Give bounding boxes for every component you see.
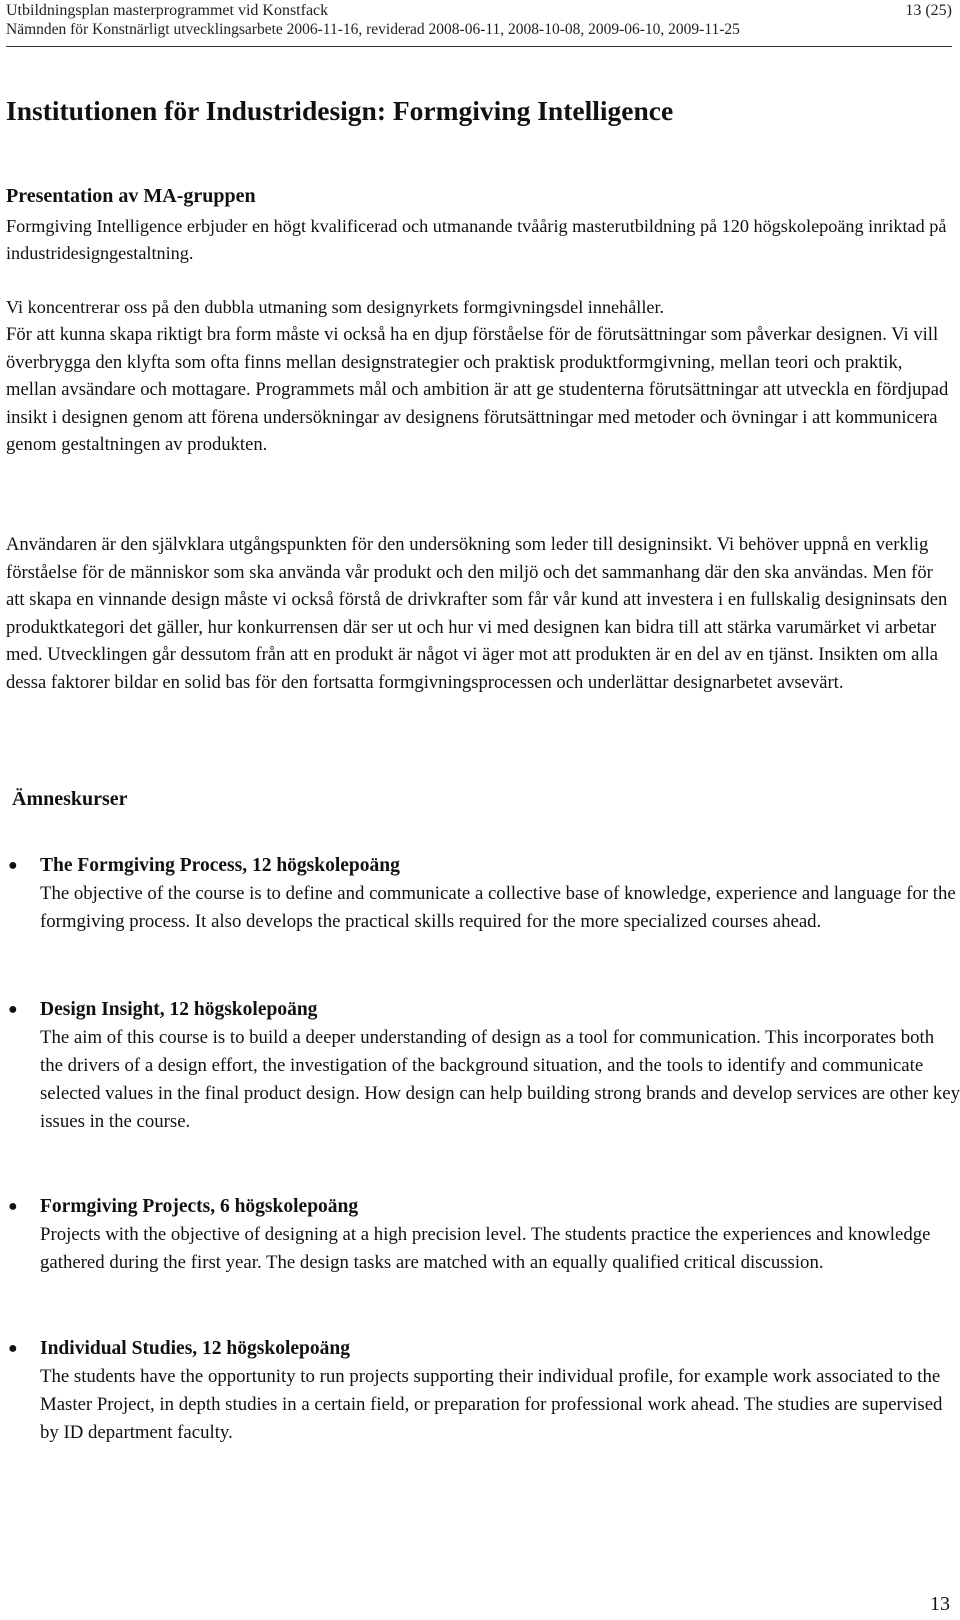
main-title: Institutionen för Industridesign: Formgiving Intelligence <box>6 95 674 126</box>
amneskurser-heading: Ämneskurser <box>12 788 128 810</box>
course-item <box>8 1335 960 1447</box>
course-title: Individual Studies, 12 högskolepoäng <box>40 1338 350 1359</box>
course-description: The objective of the course is to define and communicate a collective base of knowledge, experience and language for the formgiving process. It also develops the practical skills required for the more specialized courses ahead. <box>40 883 956 932</box>
header-top-row <box>6 1 952 20</box>
course-title: Design Insight, 12 högskolepoäng <box>40 999 318 1020</box>
bullet-icon: ● <box>8 1001 18 1018</box>
presentation-paragraph-2: Vi koncentrerar oss på den dubbla utmaning som designyrkets formgivningsdel innehåller. <box>6 297 665 317</box>
bullet-icon: ● <box>8 857 18 874</box>
course-description: The students have the opportunity to run projects supporting their individual profile, for example work associated to the Master Project, in depth studies in a certain field, or preparation for professional work ahead. The studies are supervised by ID department faculty. <box>40 1366 943 1443</box>
page-number: 13 <box>930 1593 950 1615</box>
course-title: The Formgiving Process, 12 högskolepoäng <box>40 855 400 876</box>
course-title: Formgiving Projects, 6 högskolepoäng <box>40 1196 359 1217</box>
header-divider <box>6 46 952 47</box>
bullet-icon: ● <box>8 1340 18 1357</box>
header-page-ref: 13 (25) <box>905 2 952 19</box>
bullet-icon: ● <box>8 1198 18 1215</box>
presentation-paragraph-1: Formgiving Intelligence erbjuder en högt kvalificerad och utmanande tvåårig masterutbildning på 120 högskolepoäng inriktad på industridesigngestaltning. <box>6 216 947 263</box>
presentation-paragraph-3 <box>6 321 956 459</box>
header-doc-title: Utbildningsplan masterprogrammet vid Konstfack <box>6 2 329 19</box>
course-item <box>8 1193 960 1277</box>
course-description: Projects with the objective of designing at a high precision level. The students practice the experiences and knowledge gathered during the first year. The design tasks are matched with an equally qualified critical discussion. <box>40 1224 931 1273</box>
presentation-paragraph-3a: För att kunna skapa riktigt bra form måste vi också ha en djup förståelse för de förutsättningar som påverkar designen. <box>6 324 887 345</box>
presentation-heading: Presentation av MA-gruppen <box>6 185 256 207</box>
course-item <box>8 996 960 1136</box>
page-header <box>6 1 952 39</box>
presentation-paragraph-4: Användaren är den självklara utgångspunkten för den undersökning som leder till designinsikt. Vi behöver uppnå en verklig förståelse för de människor som ska använda vår produkt och den miljö och det sammanhang där den ska användas. Men för att skapa en vinnande design måste vi också förstå de drivkrafter som får vår kund att investera i en fullskalig designinsats den produktkategori det gäller, hur konkurrensen där ser ut och hur vi med designen kan bidra till att stärka varumärket vi arbetar med. Utvecklingen går dessutom från att en produkt är något vi äger mot att produkten är en del av en tjänst. Insikten om alla dessa faktorer bildar en solid bas för den fortsatta formgivningsprocessen och underlättar designarbetet avsevärt. <box>6 534 948 693</box>
header-revision-line: Nämnden för Konstnärligt utvecklingsarbete 2006-11-16, reviderad 2008-06-11, 2008-10-08, 2009-06-10, 2009-11-25 <box>6 21 740 38</box>
presentation-paragraph-3b: Vi vill överbrygga den klyfta som ofta finns mellan designstrategier och praktisk produktformgivning, mellan teori och praktik, mellan avsändare och mottagare. Programmets mål och ambition är att ge studenterna förutsättningar att utveckla en fördjupad insikt i designen genom att förena undersökningar av designens förutsättningar med metoder och övningar i att kommunicera genom gestaltningen av produkten. <box>6 324 949 455</box>
course-item <box>8 852 960 936</box>
course-description: The aim of this course is to build a deeper understanding of design as a tool for communication. This incorporates both the drivers of a design effort, the investigation of the background situation, and the tools to identify and communicate selected values in the final product design. How design can help building strong brands and develop services are other key issues in the course. <box>40 1027 960 1132</box>
